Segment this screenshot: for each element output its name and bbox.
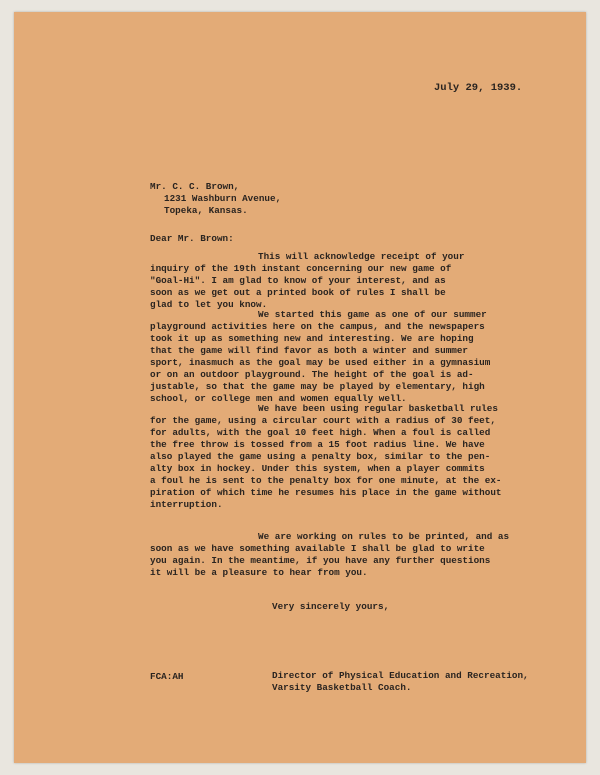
paragraph-line: glad to let you know. xyxy=(150,299,268,310)
complimentary-closing: Very sincerely yours, xyxy=(272,601,390,612)
paragraph-line: or on an outdoor playground. The height of the goal is ad- xyxy=(150,369,474,380)
paragraph-line: for adults, with the goal 10 feet high. When a foul is called xyxy=(150,427,491,438)
paragraph-4 xyxy=(150,531,550,579)
paragraph-line: We are working on rules to be printed, and as xyxy=(258,531,510,542)
paragraph-line: "Goal-Hi". I am glad to know of your interest, and as xyxy=(150,275,446,286)
paragraph-line: We have been using regular basketball rules xyxy=(258,403,498,414)
paragraph-line: piration of which time he resumes his place in the game without xyxy=(150,487,502,498)
paragraph-line: playground activities here on the campus, and the newspapers xyxy=(150,321,485,332)
signature-title: Varsity Basketball Coach. xyxy=(272,682,412,693)
paragraph-line: soon as we have something available I shall be glad to write xyxy=(150,543,485,554)
paragraph-line: alty box in hockey. Under this system, when a player commits xyxy=(150,463,485,474)
letter-date: July 29, 1939. xyxy=(434,82,523,94)
paragraph-line: that the game will find favor as both a winter and summer xyxy=(150,345,469,356)
paragraph-line: took it up as something new and interesting. We are hoping xyxy=(150,333,474,344)
paragraph-line: it will be a pleasure to hear from you. xyxy=(150,567,368,578)
paragraph-line: school, or college men and women equally well. xyxy=(150,393,407,404)
recipient-address xyxy=(150,181,281,217)
paragraph-line: justable, so that the game may be played by elementary, high xyxy=(150,381,485,392)
signature-title: Director of Physical Education and Recreation, xyxy=(272,670,529,681)
paragraph-line: for the game, using a circular court with a radius of 30 feet, xyxy=(150,415,496,426)
paragraph-line: This will acknowledge receipt of your xyxy=(258,251,465,262)
signature-block xyxy=(272,670,529,694)
recipient-city: Topeka, Kansas. xyxy=(164,205,248,216)
paragraph-line: the free throw is tossed from a 15 foot radius line. We have xyxy=(150,439,485,450)
recipient-name: Mr. C. C. Brown, xyxy=(150,181,240,192)
recipient-street: 1231 Washburn Avenue, xyxy=(164,193,282,204)
paragraph-2 xyxy=(150,309,550,405)
letter-document xyxy=(14,12,586,763)
paragraph-3 xyxy=(150,403,550,511)
paragraph-line: inquiry of the 19th instant concerning our new game of xyxy=(150,263,452,274)
paragraph-line: also played the game using a penalty box, similar to the pen- xyxy=(150,451,491,462)
letter-page xyxy=(14,12,586,763)
paragraph-line: sport, inasmuch as the goal may be used either in a gymnasium xyxy=(150,357,491,368)
paragraph-line: interruption. xyxy=(150,499,223,510)
paragraph-line: We started this game as one of our summer xyxy=(258,309,487,320)
paragraph-line: soon as we get out a printed book of rules I shall be xyxy=(150,287,446,298)
paragraph-line: you again. In the meantime, if you have any further questions xyxy=(150,555,491,566)
salutation: Dear Mr. Brown: xyxy=(150,233,234,244)
reference-initials: FCA:AH xyxy=(150,671,184,682)
paragraph-line: a foul he is sent to the penalty box for one minute, at the ex- xyxy=(150,475,502,486)
paragraph-1 xyxy=(150,251,550,311)
